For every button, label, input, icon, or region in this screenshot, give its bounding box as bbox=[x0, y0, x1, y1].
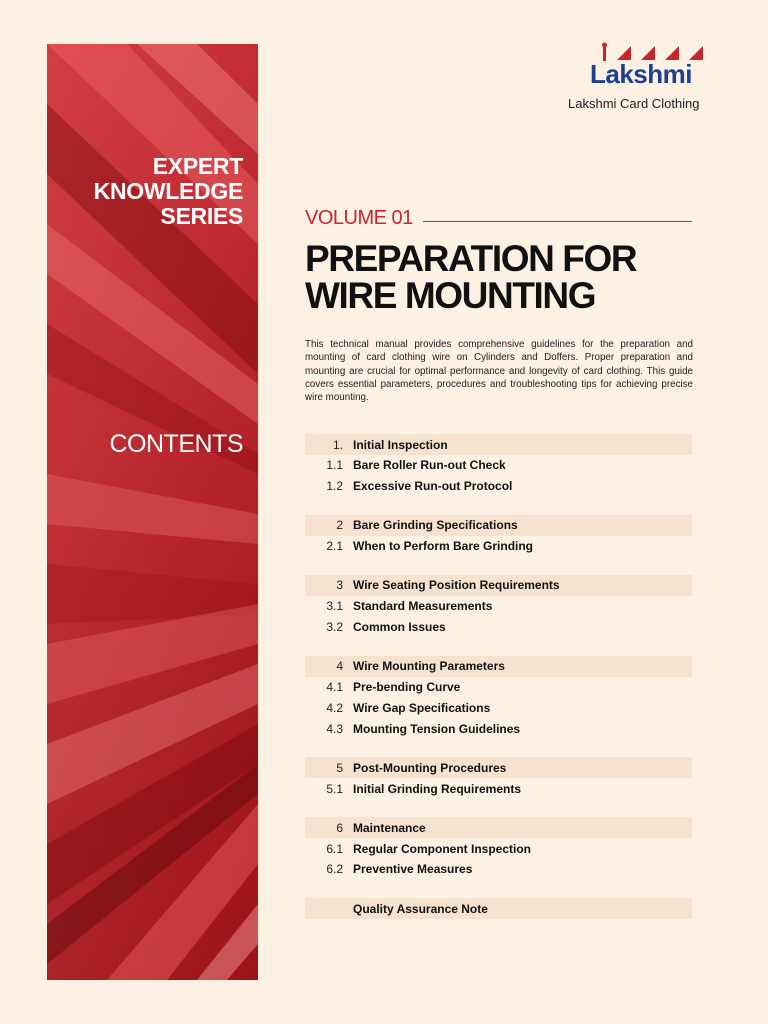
toc-title: Initial Grinding Requirements bbox=[353, 781, 522, 796]
toc-title: Excessive Run-out Protocol bbox=[353, 479, 513, 494]
toc-item-row[interactable] bbox=[305, 778, 692, 799]
toc-title: Maintenance bbox=[353, 820, 426, 835]
toc-number: 4.3 bbox=[326, 721, 343, 736]
toc-title: Quality Assurance Note bbox=[353, 901, 488, 916]
toc-title: Wire Gap Specifications bbox=[353, 700, 491, 715]
toc-title: Regular Component Inspection bbox=[353, 841, 532, 856]
toc-section-row[interactable] bbox=[305, 515, 692, 536]
toc-item-row[interactable] bbox=[305, 596, 692, 617]
toc-title: Wire Mounting Parameters bbox=[353, 659, 505, 674]
toc-title: Wire Seating Position Requirements bbox=[353, 578, 560, 593]
toc-section-row[interactable] bbox=[305, 434, 692, 455]
toc-number: 3 bbox=[336, 578, 343, 593]
toc-number: 3.2 bbox=[326, 619, 343, 634]
toc-number: 5.1 bbox=[326, 781, 343, 796]
toc-item-row[interactable] bbox=[305, 455, 692, 476]
toc-title: Preventive Measures bbox=[353, 862, 473, 877]
cover-red-band bbox=[47, 44, 258, 980]
document-title bbox=[305, 240, 705, 314]
toc-number: 4.1 bbox=[326, 679, 343, 694]
toc-title: Mounting Tension Guidelines bbox=[353, 721, 521, 736]
intro-paragraph: This technical manual provides comprehensive guidelines for the preparation and mounting of card clothing wire on Cylinders and Doffers. Proper preparation and mounting are crucial for optimal performance and longevity of card clothing. This guide covers essential parameters, procedures and troubleshooting tips for achieving precise wire mounting. bbox=[305, 339, 693, 404]
toc-number: 6 bbox=[336, 820, 343, 835]
series-line: SERIES bbox=[160, 203, 243, 229]
contents-heading: CONTENTS bbox=[109, 430, 243, 458]
toc-item-row[interactable] bbox=[305, 718, 692, 739]
toc-item-row[interactable] bbox=[305, 536, 692, 557]
toc-item-row[interactable] bbox=[305, 859, 692, 880]
toc-number: 6.1 bbox=[326, 841, 343, 856]
toc-number: 5 bbox=[336, 760, 343, 775]
toc-item-row[interactable] bbox=[305, 616, 692, 637]
toc-title: Standard Measurements bbox=[353, 599, 493, 614]
toc-section-row[interactable] bbox=[305, 817, 692, 838]
toc-number: 2.1 bbox=[326, 539, 343, 554]
brand-logo bbox=[568, 42, 728, 114]
series-title bbox=[94, 154, 243, 229]
title-line: WIRE MOUNTING bbox=[305, 275, 596, 316]
toc-title: Initial Inspection bbox=[353, 437, 448, 452]
toc-number: 4.2 bbox=[326, 700, 343, 715]
toc-title: Common Issues bbox=[353, 619, 446, 634]
toc-number: 1.1 bbox=[326, 458, 343, 473]
toc-section-row[interactable] bbox=[305, 757, 692, 778]
toc-item-row[interactable] bbox=[305, 697, 692, 718]
toc-title: Pre-bending Curve bbox=[353, 679, 461, 694]
volume-row bbox=[305, 205, 692, 231]
toc-item-row[interactable] bbox=[305, 838, 692, 859]
series-line: EXPERT bbox=[152, 153, 243, 179]
toc-number: 3.1 bbox=[326, 599, 343, 614]
toc-title: Bare Roller Run-out Check bbox=[353, 458, 506, 473]
toc-section-row[interactable] bbox=[305, 656, 692, 677]
toc-item-row[interactable] bbox=[305, 676, 692, 697]
toc-number: 2 bbox=[336, 518, 343, 533]
toc-title: Bare Grinding Specifications bbox=[353, 518, 518, 533]
toc-section-row[interactable] bbox=[305, 898, 692, 919]
toc-title: When to Perform Bare Grinding bbox=[353, 539, 534, 554]
title-line: PREPARATION FOR bbox=[305, 238, 637, 279]
toc-number: 1. bbox=[332, 437, 343, 452]
toc-number: 4 bbox=[336, 659, 343, 674]
volume-label: VOLUME 01 bbox=[305, 206, 413, 229]
toc-section-row[interactable] bbox=[305, 575, 692, 596]
toc-number: 6.2 bbox=[326, 862, 343, 877]
toc-title: Post-Mounting Procedures bbox=[353, 760, 507, 775]
brand-tagline: Lakshmi Card Clothing bbox=[568, 96, 700, 111]
volume-divider bbox=[423, 221, 692, 222]
brand-name: Lakshmi bbox=[590, 59, 692, 89]
toc-item-row[interactable] bbox=[305, 476, 692, 497]
toc-number: 1.2 bbox=[326, 479, 343, 494]
series-line: KNOWLEDGE bbox=[93, 178, 243, 204]
